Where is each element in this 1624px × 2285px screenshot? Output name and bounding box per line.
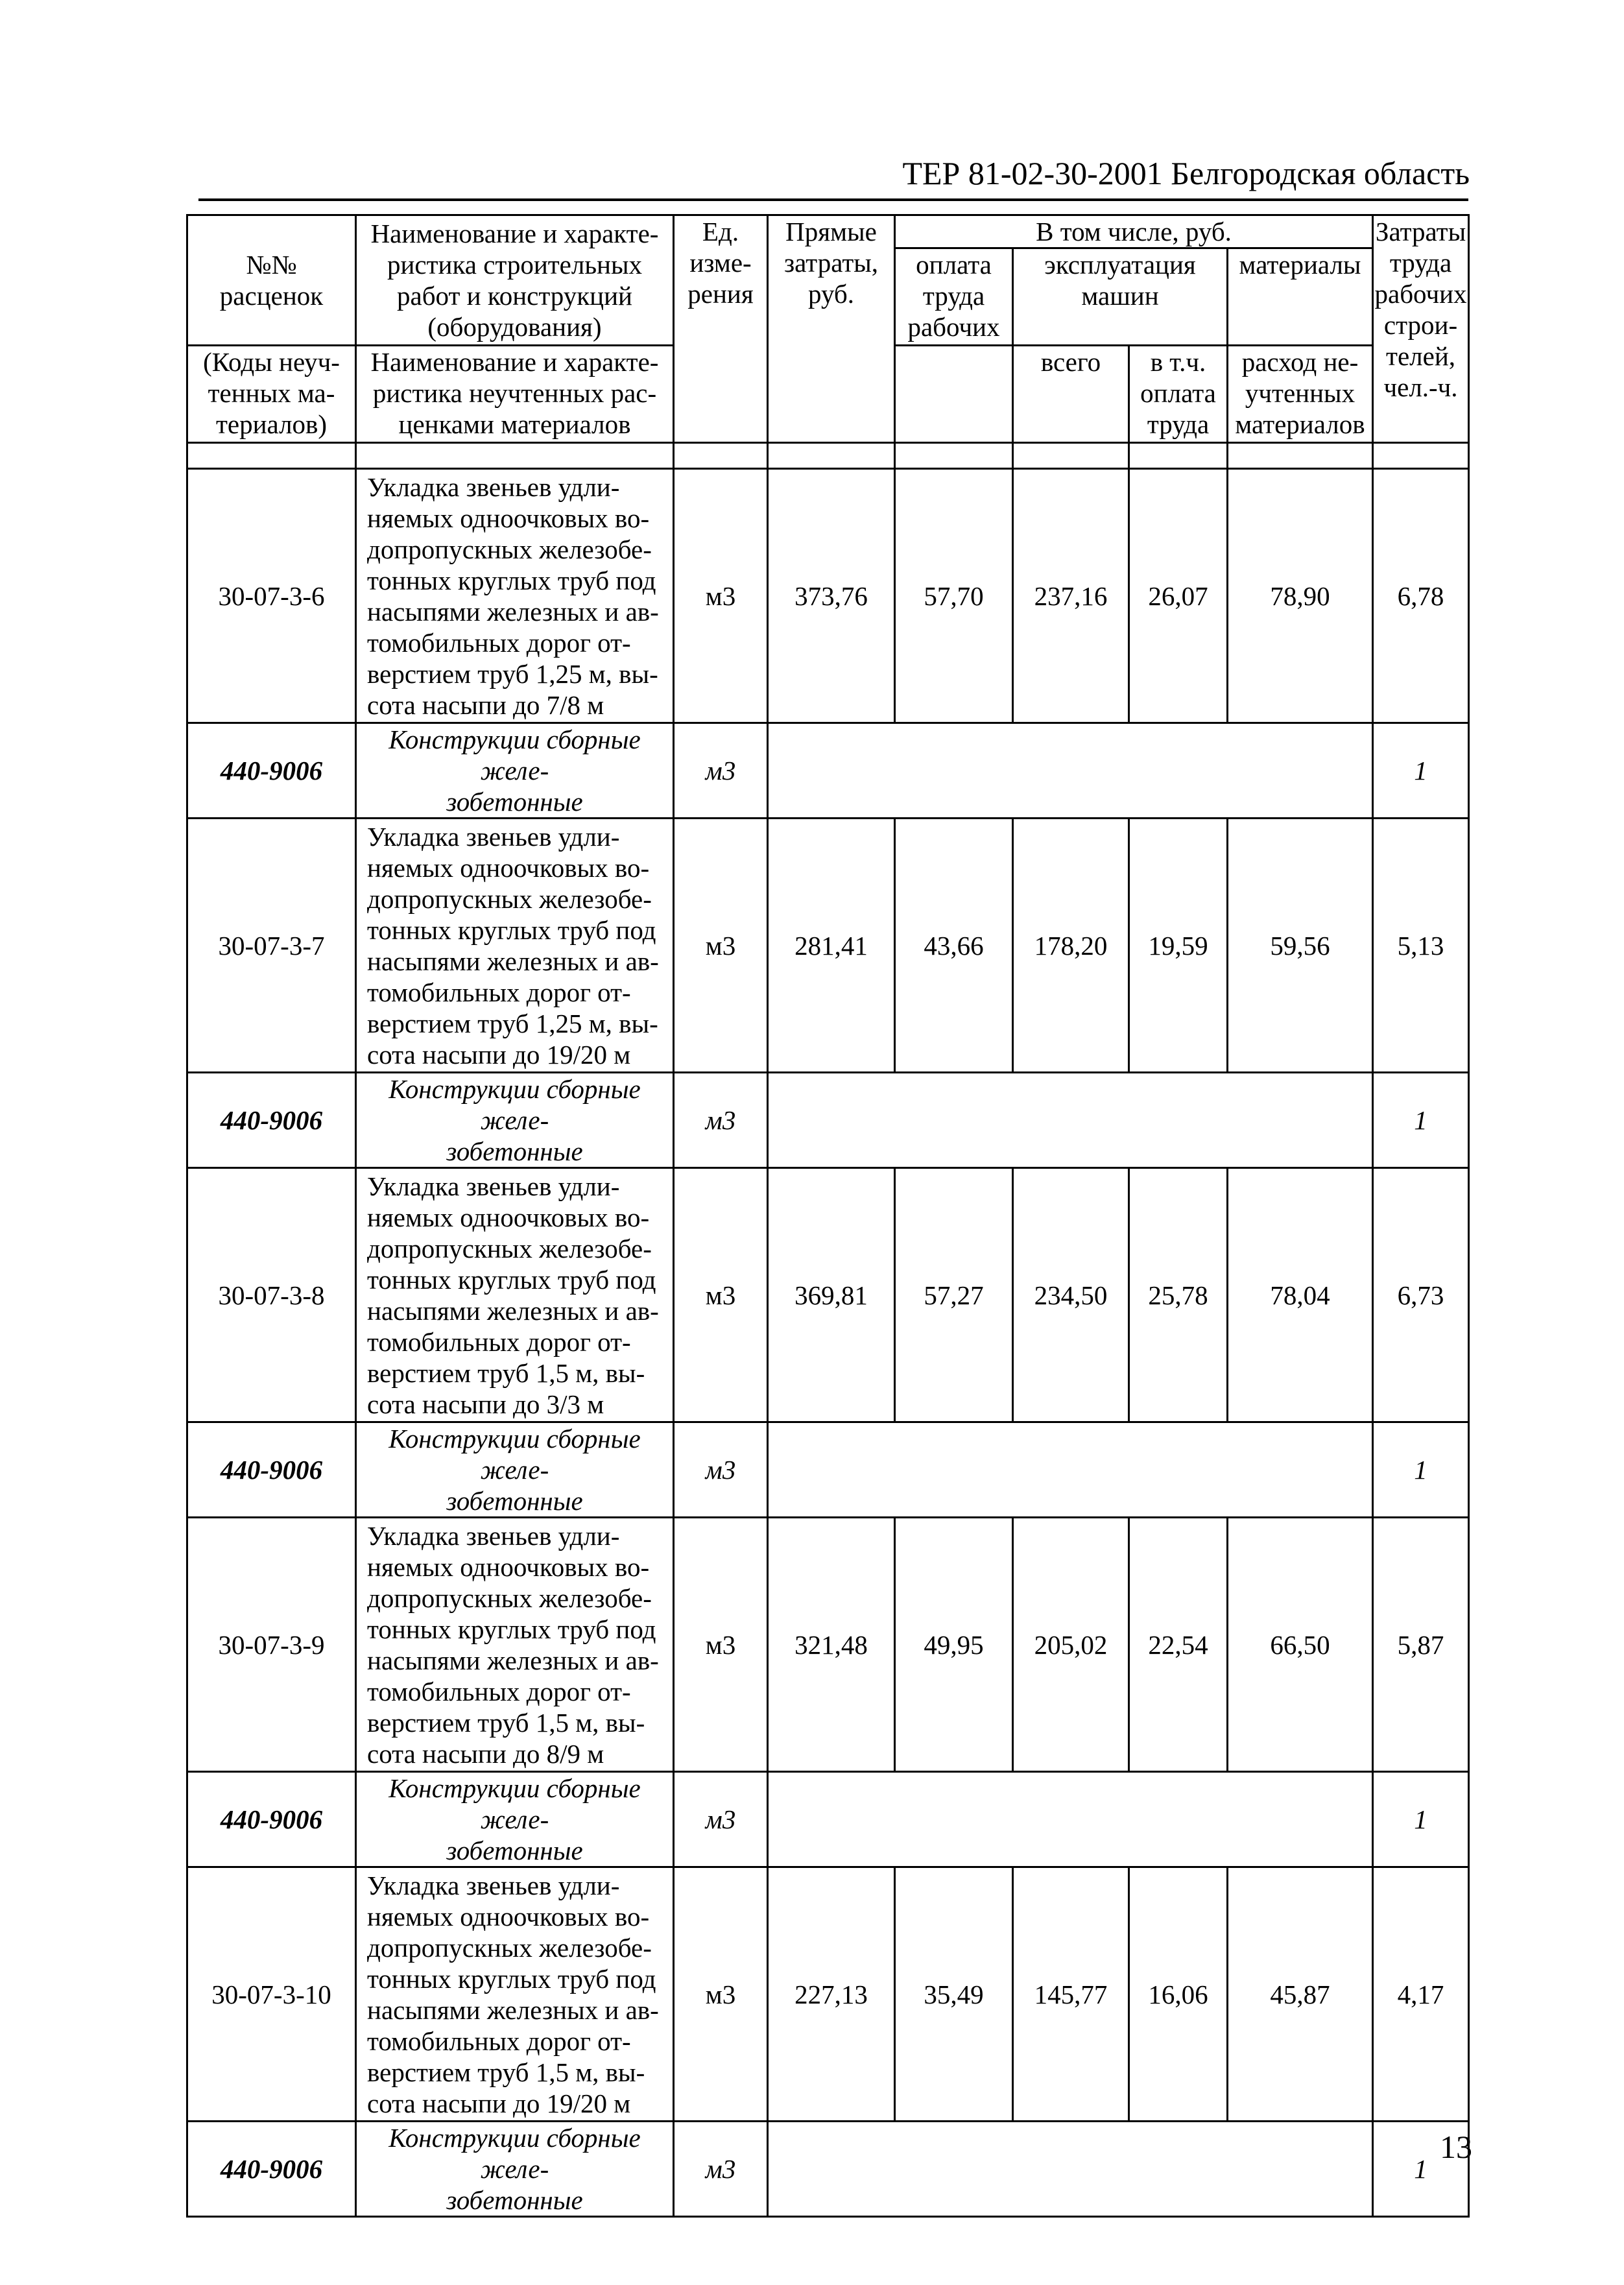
head-name-sub: Наименование и характе- ристика неучтенных рас- ценками материалов — [356, 346, 674, 443]
material-name: Конструкции сборные желе- зобетонные — [356, 723, 674, 819]
rate-code: 30-07-3-9 — [187, 1518, 356, 1772]
rate-materials: 78,90 — [1228, 469, 1373, 723]
material-qty: 1 — [1373, 1422, 1469, 1518]
rate-direct: 321,48 — [768, 1518, 895, 1772]
rate-hours: 4,17 — [1373, 1867, 1469, 2122]
document-header: ТЕР 81-02-30-2001 Белгородская область — [902, 155, 1470, 191]
material-unit: м3 — [674, 723, 768, 819]
rate-code: 30-07-3-6 — [187, 469, 356, 723]
rate-unit: м3 — [674, 1518, 768, 1772]
rate-direct: 373,76 — [768, 469, 895, 723]
material-row — [187, 1073, 1469, 1168]
material-unit: м3 — [674, 1073, 768, 1168]
head-materials-sub: расход не- учтенных материалов — [1228, 346, 1373, 443]
head-direct: Прямые затраты, руб. — [768, 215, 895, 443]
material-unit: м3 — [674, 1772, 768, 1867]
rate-code: 30-07-3-10 — [187, 1867, 356, 2122]
table-row — [187, 469, 1469, 723]
rate-machines: 237,16 — [1013, 469, 1129, 723]
rate-materials: 45,87 — [1228, 1867, 1373, 2122]
rate-machines-labor: 26,07 — [1129, 469, 1228, 723]
rate-machines-labor: 16,06 — [1129, 1867, 1228, 2122]
head-name: Наименование и характе- ристика строительных работ и конструкций (оборудования) — [356, 215, 674, 346]
rate-machines-labor: 22,54 — [1129, 1518, 1228, 1772]
rate-machines: 145,77 — [1013, 1867, 1129, 2122]
head-spacer — [187, 443, 356, 469]
table-row — [187, 1867, 1469, 2122]
rate-direct: 369,81 — [768, 1168, 895, 1422]
rate-machines: 205,02 — [1013, 1518, 1129, 1772]
material-name: Конструкции сборные желе- зобетонные — [356, 1772, 674, 1867]
material-qty: 1 — [1373, 723, 1469, 819]
material-code: 440-9006 — [187, 1073, 356, 1168]
table-body — [187, 469, 1469, 2217]
material-unit: м3 — [674, 1422, 768, 1518]
rate-materials: 59,56 — [1228, 819, 1373, 1073]
material-code: 440-9006 — [187, 723, 356, 819]
head-code: №№ расценок — [187, 215, 356, 346]
rate-labor: 35,49 — [895, 1867, 1013, 2122]
head-unit: Ед. изме- рения — [674, 215, 768, 443]
rate-unit: м3 — [674, 1168, 768, 1422]
table-row — [187, 1168, 1469, 1422]
rate-name: Укладка звеньев удли- няемых одноочковых во- допропускных железобе- тонных круглых труб под насыпями железных и ав- томобильных дорог от- верстием труб 1,25 м, вы- сота насыпи до 7/8 м — [356, 469, 674, 723]
material-empty — [768, 2122, 1373, 2217]
rate-hours: 6,73 — [1373, 1168, 1469, 1422]
rate-labor: 57,70 — [895, 469, 1013, 723]
rate-name: Укладка звеньев удли- няемых одноочковых во- допропускных железобе- тонных круглых труб под насыпями железных и ав- томобильных дорог от- верстием труб 1,5 м, вы- сота насыпи до 8/9 м — [356, 1518, 674, 1772]
rate-unit: м3 — [674, 469, 768, 723]
rate-machines-labor: 25,78 — [1129, 1168, 1228, 1422]
head-machines-total: всего — [1013, 346, 1129, 443]
head-labor-empty — [895, 346, 1013, 443]
rate-hours: 6,78 — [1373, 469, 1469, 723]
material-code: 440-9006 — [187, 1422, 356, 1518]
table-head — [187, 215, 1469, 469]
material-name: Конструкции сборные желе- зобетонные — [356, 1073, 674, 1168]
material-unit: м3 — [674, 2122, 768, 2217]
material-name: Конструкции сборные желе- зобетонные — [356, 1422, 674, 1518]
rate-name: Укладка звеньев удли- няемых одноочковых во- допропускных железобе- тонных круглых труб под насыпями железных и ав- томобильных дорог от- верстием труб 1,25 м, вы- сота насыпи до 19/20 м — [356, 819, 674, 1073]
material-empty — [768, 1772, 1373, 1867]
head-materials: материалы — [1228, 248, 1373, 346]
rate-labor: 43,66 — [895, 819, 1013, 1073]
head-machines-labor: в т.ч. оплата труда — [1129, 346, 1228, 443]
table-row — [187, 1518, 1469, 1772]
rate-code: 30-07-3-8 — [187, 1168, 356, 1422]
rate-labor: 49,95 — [895, 1518, 1013, 1772]
material-empty — [768, 1073, 1373, 1168]
rates-table — [186, 214, 1470, 2218]
rate-hours: 5,87 — [1373, 1518, 1469, 1772]
head-machines: эксплуатация машин — [1013, 248, 1228, 346]
rate-materials: 66,50 — [1228, 1518, 1373, 1772]
material-code: 440-9006 — [187, 1772, 356, 1867]
rate-labor: 57,27 — [895, 1168, 1013, 1422]
material-code: 440-9006 — [187, 2122, 356, 2217]
material-row — [187, 1772, 1469, 1867]
rate-name: Укладка звеньев удли- няемых одноочковых во- допропускных железобе- тонных круглых труб под насыпями железных и ав- томобильных дорог от- верстием труб 1,5 м, вы- сота насыпи до 3/3 м — [356, 1168, 674, 1422]
material-row — [187, 2122, 1469, 2217]
material-empty — [768, 723, 1373, 819]
material-empty — [768, 1422, 1373, 1518]
rate-unit: м3 — [674, 1867, 768, 2122]
head-code-sub: (Коды неуч- тенных ма- териалов) — [187, 346, 356, 443]
head-incl-group: В том числе, руб. — [895, 215, 1373, 248]
material-qty: 1 — [1373, 2122, 1469, 2217]
rate-machines: 178,20 — [1013, 819, 1129, 1073]
rate-machines: 234,50 — [1013, 1168, 1129, 1422]
rate-hours: 5,13 — [1373, 819, 1469, 1073]
material-name: Конструкции сборные желе- зобетонные — [356, 2122, 674, 2217]
rate-unit: м3 — [674, 819, 768, 1073]
material-row — [187, 723, 1469, 819]
rate-code: 30-07-3-7 — [187, 819, 356, 1073]
rate-materials: 78,04 — [1228, 1168, 1373, 1422]
material-row — [187, 1422, 1469, 1518]
rate-direct: 227,13 — [768, 1867, 895, 2122]
rate-name: Укладка звеньев удли- няемых одноочковых во- допропускных железобе- тонных круглых труб под насыпями железных и ав- томобильных дорог от- верстием труб 1,5 м, вы- сота насыпи до 19/20 м — [356, 1867, 674, 2122]
head-labor: оплата труда рабочих — [895, 248, 1013, 346]
header-rule — [198, 198, 1468, 201]
rate-direct: 281,41 — [768, 819, 895, 1073]
material-qty: 1 — [1373, 1073, 1469, 1168]
rate-machines-labor: 19,59 — [1129, 819, 1228, 1073]
material-qty: 1 — [1373, 1772, 1469, 1867]
head-hours: Затраты труда рабочих строи- телей, чел.-ч. — [1373, 215, 1469, 443]
page-number: 13 — [1440, 2129, 1472, 2165]
table-row — [187, 819, 1469, 1073]
